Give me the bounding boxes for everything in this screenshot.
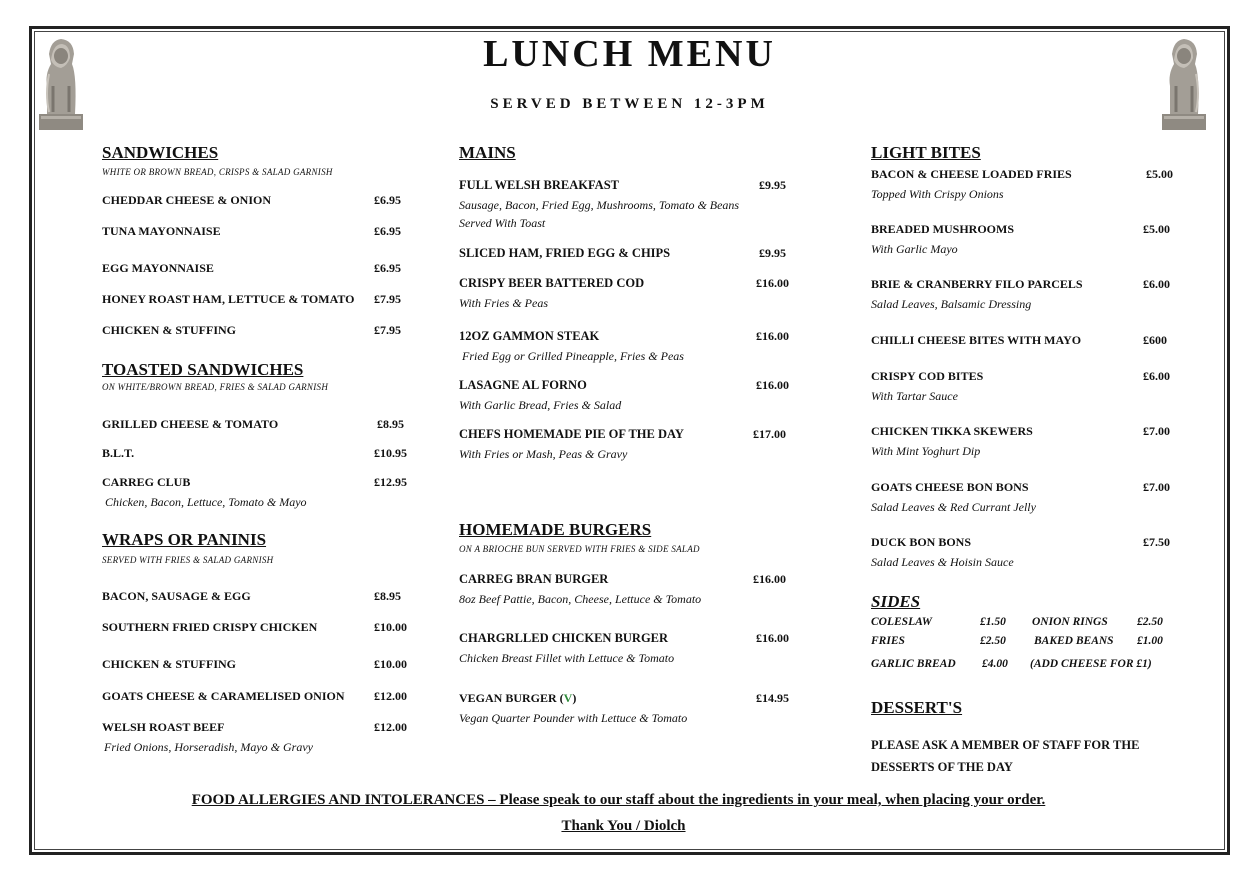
item-description: Chicken, Bacon, Lettuce, Tomato & Mayo bbox=[105, 495, 307, 509]
item-description: Salad Leaves & Red Currant Jelly bbox=[871, 500, 1036, 514]
item-price: £10.95 bbox=[374, 446, 407, 460]
vegan-v-icon: V bbox=[563, 691, 573, 705]
item-description: Fried Onions, Horseradish, Mayo & Gravy bbox=[104, 740, 313, 754]
section-title-toasted: TOASTED SANDWICHES bbox=[102, 360, 304, 379]
menu-item: GOATS CHEESE BON BONS £7.00 Salad Leaves & Red Currant Jelly bbox=[871, 480, 1181, 516]
side-item: GARLIC BREAD bbox=[871, 658, 956, 670]
side-price: £2.50 bbox=[1137, 616, 1163, 628]
item-description: With Fries or Mash, Peas & Gravy bbox=[459, 447, 628, 461]
menu-item: CARREG BRAN BURGER £16.00 8oz Beef Pattie, Bacon, Cheese, Lettuce & Tomato bbox=[459, 572, 799, 608]
item-description: Topped With Crispy Onions bbox=[871, 187, 1004, 201]
menu-item: BACON & CHEESE LOADED FRIES £5.00 Topped With Crispy Onions bbox=[871, 167, 1181, 203]
menu-item: BREADED MUSHROOMS £5.00 With Garlic Mayo bbox=[871, 222, 1181, 258]
item-price: £6.00 bbox=[1143, 277, 1170, 291]
section-note-sandwiches: WHITE OR BROWN BREAD, CRISPS & SALAD GARNISH bbox=[102, 167, 333, 177]
menu-item: WELSH ROAST BEEF £12.00 Fried Onions, Horseradish, Mayo & Gravy bbox=[102, 720, 412, 756]
menu-item: BRIE & CRANBERRY FILO PARCELS £6.00 Salad Leaves, Balsamic Dressing bbox=[871, 277, 1181, 313]
item-price: £6.95 bbox=[374, 224, 401, 238]
item-description: With Garlic Mayo bbox=[871, 242, 958, 256]
menu-item: CHILLI CHEESE BITES WITH MAYO £600 bbox=[871, 333, 1167, 347]
side-item: BAKED BEANS bbox=[1034, 635, 1114, 647]
section-title-sides: SIDES bbox=[871, 592, 921, 611]
item-price: £12.00 bbox=[374, 689, 407, 703]
section-note-toasted: ON WHITE/BROWN BREAD, FRIES & SALAD GARNISH bbox=[102, 382, 329, 392]
item-price: £7.00 bbox=[1143, 424, 1170, 438]
menu-item: CHEFS HOMEMADE PIE OF THE DAY £17.00 With Fries or Mash, Peas & Gravy bbox=[459, 427, 799, 463]
page-subtitle: SERVED BETWEEN 12-3PM bbox=[490, 96, 769, 112]
item-price: £9.95 bbox=[759, 246, 786, 260]
item-price: £6.95 bbox=[374, 193, 401, 207]
item-description: With Fries & Peas bbox=[459, 296, 548, 310]
item-price: £17.00 bbox=[753, 427, 786, 441]
menu-item: BACON, SAUSAGE & EGG £8.95 bbox=[102, 589, 401, 603]
item-price: £8.95 bbox=[377, 417, 404, 431]
item-price: £7.00 bbox=[1143, 480, 1170, 494]
menu-item: HONEY ROAST HAM, LETTUCE & TOMATO £7.95 bbox=[102, 292, 401, 306]
section-title-light-bites: LIGHT BITES bbox=[871, 143, 981, 162]
item-price: £6.00 bbox=[1143, 369, 1170, 383]
item-price: £6.95 bbox=[374, 261, 401, 275]
section-title-burgers: HOMEMADE BURGERS bbox=[459, 520, 652, 539]
item-description: Fried Egg or Grilled Pineapple, Fries & Peas bbox=[462, 349, 684, 363]
item-price: £10.00 bbox=[374, 620, 407, 634]
side-item: FRIES bbox=[871, 635, 905, 647]
vegan-burger-name: VEGAN BURGER (V) bbox=[459, 691, 577, 705]
item-description: With Mint Yoghurt Dip bbox=[871, 444, 981, 458]
item-description: Vegan Quarter Pounder with Lettuce & Tomato bbox=[459, 711, 688, 725]
menu-item: EGG MAYONNAISE £6.95 bbox=[102, 261, 401, 275]
item-price: £12.00 bbox=[374, 720, 407, 734]
item-price: £5.00 bbox=[1143, 222, 1170, 236]
menu-item: CHICKEN & STUFFING £10.00 bbox=[102, 657, 407, 671]
item-description: Chicken Breast Fillet with Lettuce & Tomato bbox=[459, 651, 675, 665]
menu-item: CHICKEN & STUFFING £7.95 bbox=[102, 323, 401, 337]
menu-item: DUCK BON BONS £7.50 Salad Leaves & Hoisin Sauce bbox=[871, 535, 1181, 571]
menu-item bbox=[459, 691, 799, 727]
item-price: £16.00 bbox=[756, 378, 789, 392]
menu-item: CARREG CLUB £12.95 Chicken, Bacon, Lettuce, Tomato & Mayo bbox=[102, 475, 412, 511]
item-price: £600 bbox=[1143, 333, 1167, 347]
menu-item: GRILLED CHEESE & TOMATO £8.95 bbox=[102, 417, 404, 431]
allergy-notice: FOOD ALLERGIES AND INTOLERANCES – Please speak to our staff about the ingredients in your meal, when placing your order. bbox=[191, 792, 1046, 808]
item-price: £16.00 bbox=[753, 572, 786, 586]
desserts-note: PLEASE ASK A MEMBER OF STAFF FOR THE DESSERTS OF THE DAY bbox=[871, 738, 1140, 774]
section-title-mains: MAINS bbox=[459, 143, 516, 162]
side-price: £4.00 bbox=[982, 658, 1008, 670]
section-title-wraps: WRAPS OR PANINIS bbox=[102, 530, 267, 549]
menu-item: TUNA MAYONNAISE £6.95 bbox=[102, 224, 401, 238]
section-title-sandwiches: SANDWICHES bbox=[102, 143, 219, 162]
item-description: With Garlic Bread, Fries & Salad bbox=[459, 398, 622, 412]
menu-item: FULL WELSH BREAKFAST £9.95 Sausage, Bacon, Fried Egg, Mushrooms, Tomato & Beans Served With Toast bbox=[459, 178, 786, 230]
item-price: £12.95 bbox=[374, 475, 407, 489]
menu-item: CHICKEN TIKKA SKEWERS £7.00 With Mint Yoghurt Dip bbox=[871, 424, 1181, 460]
item-price: £10.00 bbox=[374, 657, 407, 671]
section-title-desserts: DESSERT'S bbox=[871, 698, 963, 717]
menu-item: GOATS CHEESE & CARAMELISED ONION £12.00 bbox=[102, 689, 407, 703]
item-price: £5.00 bbox=[1146, 167, 1173, 181]
menu-item: CHEDDAR CHEESE & ONION £6.95 bbox=[102, 193, 401, 207]
side-price: £1.50 bbox=[980, 616, 1006, 628]
item-description: Salad Leaves, Balsamic Dressing bbox=[871, 297, 1032, 311]
item-price: £16.00 bbox=[756, 329, 789, 343]
item-price: £8.95 bbox=[374, 589, 401, 603]
item-description: Sausage, Bacon, Fried Egg, Mushrooms, Tomato & Beans Served With Toast bbox=[459, 198, 740, 230]
item-description: Salad Leaves & Hoisin Sauce bbox=[871, 555, 1014, 569]
menu-item: CRISPY COD BITES £6.00 With Tartar Sauce bbox=[871, 369, 1181, 405]
item-price: £9.95 bbox=[759, 178, 786, 192]
menu-item: LASAGNE AL FORNO £16.00 With Garlic Bread, Fries & Salad bbox=[459, 378, 799, 414]
item-price: £16.00 bbox=[756, 276, 789, 290]
menu-item: 12OZ GAMMON STEAK £16.00 Fried Egg or Grilled Pineapple, Fries & Peas bbox=[459, 329, 799, 365]
page-title: LUNCH MENU bbox=[483, 33, 776, 75]
item-price: £14.95 bbox=[756, 691, 789, 705]
item-price: £7.95 bbox=[374, 323, 401, 337]
side-note: (ADD CHEESE FOR £1) bbox=[1030, 658, 1152, 670]
menu-item: CHARGRLLED CHICKEN BURGER £16.00 Chicken Breast Fillet with Lettuce & Tomato bbox=[459, 631, 799, 667]
section-note-wraps: SERVED WITH FRIES & SALAD GARNISH bbox=[102, 555, 274, 565]
menu-item: SLICED HAM, FRIED EGG & CHIPS £9.95 bbox=[459, 246, 786, 260]
thank-you-text: Thank You / Diolch bbox=[561, 818, 686, 834]
side-item: COLESLAW bbox=[871, 616, 932, 628]
item-price: £16.00 bbox=[756, 631, 789, 645]
item-description: 8oz Beef Pattie, Bacon, Cheese, Lettuce & Tomato bbox=[459, 592, 702, 606]
side-price: £2.50 bbox=[980, 635, 1006, 647]
section-note-burgers: ON A BRIOCHE BUN SERVED WITH FRIES & SIDE SALAD bbox=[459, 544, 700, 554]
menu-item: SOUTHERN FRIED CRISPY CHICKEN £10.00 bbox=[102, 620, 407, 634]
side-item: ONION RINGS bbox=[1032, 616, 1108, 628]
item-price: £7.50 bbox=[1143, 535, 1170, 549]
menu-item: CRISPY BEER BATTERED COD £16.00 With Fries & Peas bbox=[459, 276, 799, 312]
item-description: With Tartar Sauce bbox=[871, 389, 958, 403]
item-price: £7.95 bbox=[374, 292, 401, 306]
side-price: £1.00 bbox=[1137, 635, 1163, 647]
menu-item: B.L.T. £10.95 bbox=[102, 446, 407, 460]
